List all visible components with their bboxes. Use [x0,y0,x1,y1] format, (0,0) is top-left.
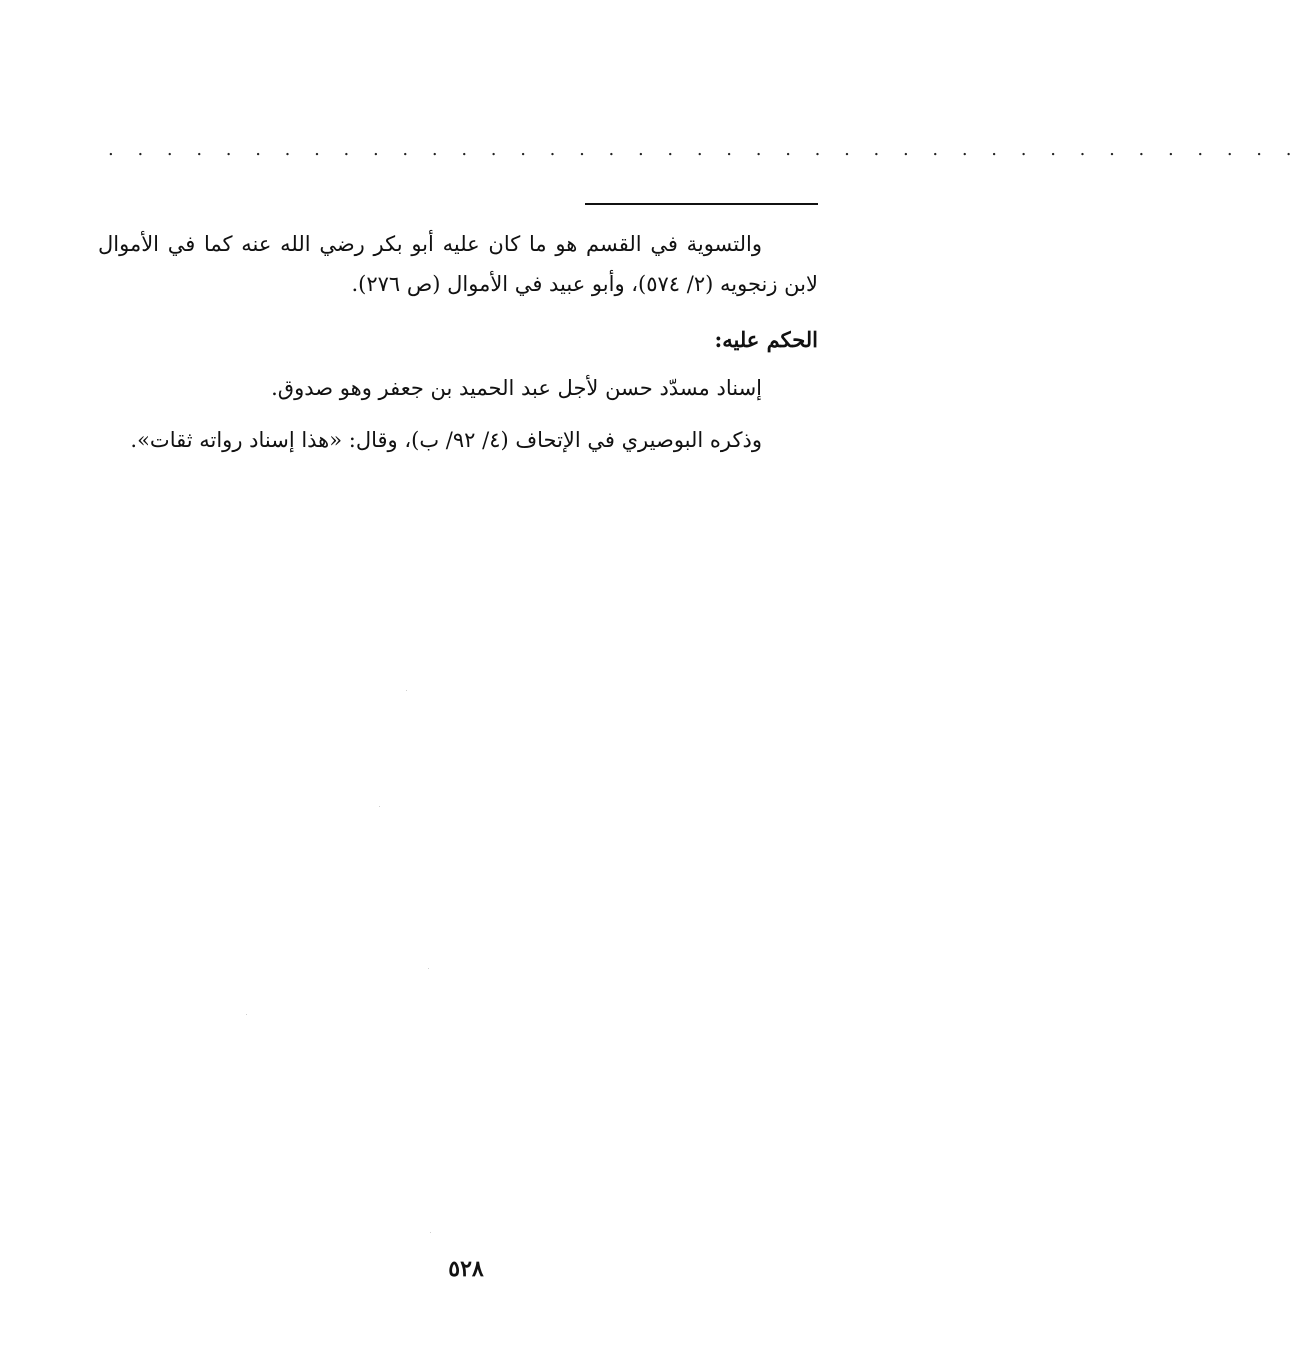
dotted-separator: . . . . . . . . . . . . . . . . . . . . . . . . . . . . . . . . . . . . . . . . . [108,139,1300,160]
scan-speck [379,806,380,807]
scan-speck [406,690,407,691]
footnote-paragraph: والتسوية في القسم هو ما كان عليه أبو بكر رضي الله عنه كما في الأموال لابن زنجويه (٢/ ٥٧٤)، وأبو عبيد في الأموال (ص ٢٧٦). [98,232,818,296]
ruling-heading: الحكم عليه: [714,327,818,352]
scan-speck [428,968,429,969]
scan-speck [430,1232,431,1233]
citation-text: وذكره البوصيري في الإتحاف (٤/ ٩٢/ ب)، وقال: «هذا إسناد رواته ثقات». [130,428,762,452]
ruling-text: إسناد مسدّد حسن لأجل عبد الحميد بن جعفر وهو صدوق. [271,376,762,400]
page-number: ٥٢٨ [448,1256,484,1282]
scan-speck [246,1014,247,1015]
footnote-rule [585,203,818,205]
